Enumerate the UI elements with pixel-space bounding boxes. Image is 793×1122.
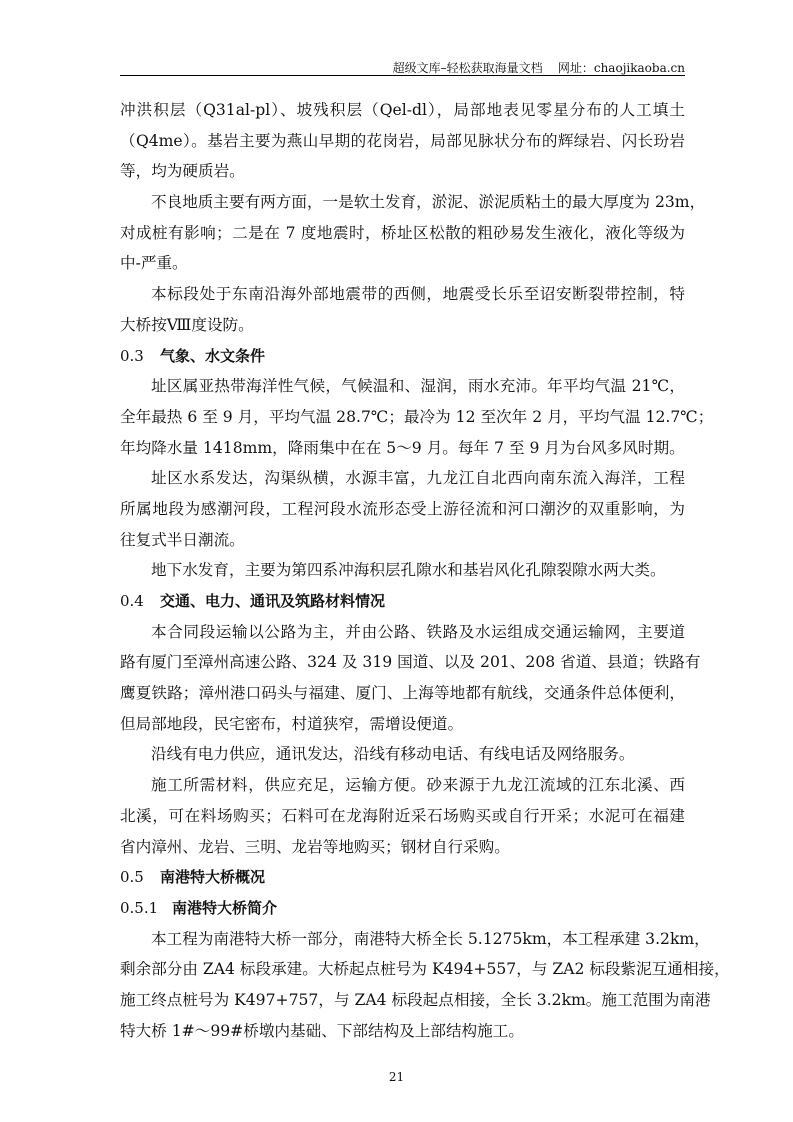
line-text: 路有厦门至漳州高速公路、324 及 319 国道、以及 201、208 省道、县道；铁路有 (120, 653, 701, 672)
text-line (120, 95, 685, 126)
page-number: 21 (388, 1070, 405, 1084)
line-text: 年均降水量 1418mm，降雨集中在在 5～9 月。每年 7 至 9 月为台风多风时期。 (120, 438, 685, 457)
line-text: 不良地质主要有两方面，一是软土发育，淤泥、淤泥质粘土的最大厚度为 23m， (151, 193, 706, 212)
section-heading (120, 862, 685, 893)
line-text: 沿线有电力供应，通讯发达，沿线有移动电话、有线电话及网络服务。 (151, 745, 635, 764)
line-text: 省内漳州、龙岩、三明、龙岩等地购买；钢材自行采购。 (120, 837, 510, 856)
line-text: 对成桩有影响；二是在 7 度地震时，桥址区松散的粗砂易发生液化，液化等级为 (120, 223, 685, 242)
text-line (120, 985, 711, 1016)
text-line (120, 248, 685, 279)
text-line (120, 954, 730, 985)
text-line (120, 678, 685, 709)
section-number: 0.3 (120, 346, 144, 365)
line-text: 剩余部分由 ZA4 标段承建。大桥起点桩号为 K494+557，与 ZA2 标段紫泥互通相接， (120, 960, 730, 979)
text-line (120, 739, 685, 770)
section-heading (120, 341, 685, 372)
header-site-name: 超级文库–轻松获取海量文档 (392, 61, 543, 75)
text-line (120, 617, 685, 648)
text-line (120, 709, 685, 740)
line-text: 所属地段为感潮河段，工程河段水流形态受上游径流和河口潮汐的双重影响，为 (120, 499, 685, 518)
text-line (120, 279, 685, 310)
text-line (120, 371, 685, 402)
text-line (120, 218, 685, 249)
line-text: 大桥按Ⅷ度设防。 (120, 315, 254, 334)
text-line (120, 402, 714, 433)
text-line (120, 156, 685, 187)
text-line (120, 525, 685, 556)
section-heading (120, 586, 685, 617)
text-line (120, 647, 701, 678)
header-rule (120, 75, 685, 76)
line-text: 全年最热 6 至 9 月，平均气温 28.7℃；最冷为 12 至次年 2 月，平均气温 12.7℃； (120, 407, 714, 426)
line-text: 地下水发育，主要为第四系冲海积层孔隙水和基岩风化孔隙裂隙水两大类。 (151, 561, 666, 580)
text-line (120, 770, 685, 801)
line-text: 冲洪积层（Q31al-pl）、坡残积层（Qel-dl），局部地表见零星分布的人工填土 (120, 101, 685, 119)
line-text: 施工终点桩号为 K497+757，与 ZA4 标段起点相接，全长 3.2km。施工范围为南港 (120, 990, 711, 1009)
section-number: 0.5 (120, 868, 144, 887)
line-text: 鹰夏铁路；漳州港口码头与福建、厦门、上海等地都有航线，交通条件总体便利， (120, 684, 685, 703)
line-text: 施工所需材料，供应充足，运输方便。砂来源于九龙江流域的江东北溪、西 (151, 776, 685, 795)
line-text: 本工程为南港特大桥一部分，南港特大桥全长 5.1275km，本工程承建 3.2km， (151, 929, 710, 948)
section-title: 南港特大桥概况 (160, 868, 266, 887)
line-text: 等，均为硬质岩。 (120, 162, 245, 181)
line-text: 但局部地段，民宅密布，村道狭窄，需增设便道。 (120, 714, 464, 733)
section-title: 南港特大桥简介 (172, 898, 278, 917)
line-text: 本标段处于东南沿海外部地震带的西侧，地震受长乐至诏安断裂带控制，特 (151, 285, 685, 304)
line-text: （Q4me）。基岩主要为燕山早期的花岗岩，局部见脉状分布的辉绿岩、闪长玢岩 (120, 131, 685, 150)
text-line (120, 832, 685, 863)
line-text: 址区属亚热带海洋性气候，气候温和、湿润，雨水充沛。年平均气温 21℃， (151, 377, 685, 396)
text-line (120, 924, 710, 955)
header-url: 网址：chaojikaoba.cn (557, 61, 685, 75)
page-header (393, 59, 685, 76)
section-title: 交通、电力、通讯及筑路材料情况 (160, 592, 386, 610)
line-text: 往复式半日潮流。 (120, 530, 245, 549)
document-body (120, 95, 730, 1046)
text-line (120, 310, 685, 341)
text-line (120, 1016, 685, 1047)
line-text: 北溪，可在料场购买；石料可在龙海附近采石场购买或自行开采；水泥可在福建 (120, 806, 685, 825)
text-line (120, 801, 685, 832)
section-title: 气象、水文条件 (160, 346, 266, 365)
line-text: 中-严重。 (120, 254, 188, 273)
text-line (120, 463, 685, 494)
section-number: 0.5.1 (120, 898, 159, 917)
line-text: 址区水系发达，沟渠纵横，水源丰富，九龙江自北西向南东流入海洋，工程 (151, 469, 685, 488)
section-heading (120, 893, 685, 924)
text-line (120, 433, 685, 464)
section-number: 0.4 (120, 592, 144, 610)
line-text: 本合同段运输以公路为主，并由公路、铁路及水运组成交通运输网，主要道 (151, 622, 685, 641)
text-line (120, 555, 685, 586)
line-text: 特大桥 1#～99#桥墩内基础、下部结构及上部结构施工。 (120, 1021, 524, 1040)
text-line (120, 187, 706, 218)
text-line (120, 126, 685, 157)
text-line (120, 494, 685, 525)
